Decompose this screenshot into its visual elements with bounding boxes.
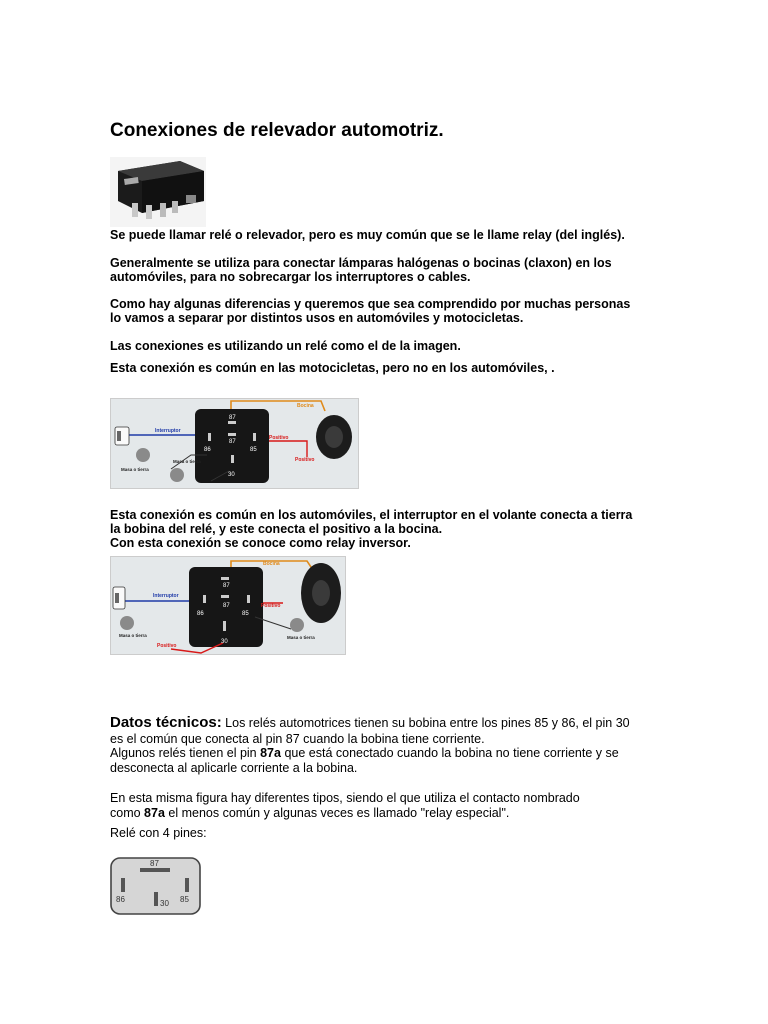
- masa-label-1: Masa o tierra: [119, 633, 147, 638]
- bocina-label: Bocina: [297, 403, 314, 409]
- masa-label-2: Masa o tierra: [173, 459, 201, 464]
- pin-85-label: 85: [250, 447, 257, 453]
- usage-paragraph-line1: Generalmente se utiliza para conectar lámparas halógenas o bocinas (claxon) en los: [110, 256, 612, 270]
- motorcycle-paragraph: Esta conexión es común en las motocicletas, pero no en los automóviles, .: [110, 361, 555, 375]
- page-title: Conexiones de relevador automotriz.: [110, 120, 444, 141]
- datos-text-3c: que está conectado cuando la bobina no tiene corriente y se: [280, 746, 619, 760]
- differences-paragraph-line2: lo vamos a separar por distintos usos en automóviles y motocicletas.: [110, 311, 524, 325]
- datos-text-6a: como: [110, 806, 145, 820]
- interruptor-label: Interruptor: [153, 593, 179, 599]
- positivo-label-1: Positivo: [261, 603, 281, 609]
- datos-text-1: Los relés automotrices tienen su bobina entre los pines 85 y 86, el pin 30: [221, 716, 630, 730]
- datos-line1: [110, 716, 670, 731]
- differences-paragraph-line1: Como hay algunas diferencias y queremos que sea comprendido por muchas personas: [110, 297, 631, 311]
- pin-87-label: 87: [150, 859, 159, 868]
- ground-icon: [136, 448, 150, 462]
- relay-photo: [110, 157, 206, 227]
- datos-line7: Relé con 4 pines:: [110, 826, 207, 840]
- intro-paragraph: Se puede llamar relé o relevador, pero es muy común que se le llame relay (del inglés).: [110, 228, 625, 242]
- car-paragraph-line1: Esta conexión es común en los automóviles, el interruptor en el volante conecta a tierra: [110, 508, 633, 522]
- datos-text-3a: Algunos relés tienen el pin: [110, 746, 261, 760]
- positivo-label-2: Positivo: [157, 643, 177, 649]
- positivo-label-2: Positivo: [295, 457, 315, 463]
- car-paragraph-line3: Con esta conexión se conoce como relay inversor.: [110, 536, 411, 550]
- pin-30-label: 30: [221, 639, 228, 645]
- interruptor-label: Interruptor: [155, 428, 181, 434]
- wiring-diagram-inverse: [110, 556, 346, 655]
- pin-87-mid-label: 87: [223, 603, 230, 609]
- datos-line4: desconecta al aplicarle corriente a la bobina.: [110, 761, 358, 775]
- pin-87a-bold: 87a: [260, 746, 281, 760]
- pin-86-label: 86: [204, 447, 211, 453]
- pin-87-mid-label: 87: [229, 439, 236, 445]
- pin-30-label: 30: [228, 472, 235, 478]
- usage-paragraph-line2: automóviles, para no sobrecargar los interruptores o cables.: [110, 270, 471, 284]
- wiring-diagram-motorcycle: [110, 398, 359, 489]
- datos-line6: [110, 806, 670, 821]
- relay-icon: [110, 157, 206, 227]
- ground-icon: [120, 616, 134, 630]
- pin-30-label: 30: [160, 899, 169, 908]
- pin-87a-bold-2: 87a: [144, 806, 165, 820]
- car-paragraph-line2: la bobina del relé, y este conecta el positivo a la bocina.: [110, 522, 443, 536]
- bocina-label: Bocina: [263, 561, 280, 567]
- masa-label-1: Masa o tierra: [121, 467, 149, 472]
- pin-85-label: 85: [242, 611, 249, 617]
- datos-line5: En esta misma figura hay diferentes tipos, siendo el que utiliza el contacto nombrado: [110, 791, 580, 805]
- ground-icon: [290, 618, 304, 632]
- masa-label-2: Masa o tierra: [287, 635, 315, 640]
- pin-86-label: 86: [197, 611, 204, 617]
- pin-86-label: 86: [116, 895, 125, 904]
- datos-heading: Datos técnicos:: [110, 714, 222, 731]
- ground-icon: [170, 468, 184, 482]
- pin-87-top-label: 87: [229, 415, 236, 421]
- pin-85-label: 85: [180, 895, 189, 904]
- datos-line2: es el común que conecta al pin 87 cuando la bobina tiene corriente.: [110, 732, 485, 746]
- positivo-label-1: Positivo: [269, 435, 289, 441]
- connections-paragraph: Las conexiones es utilizando un relé como el de la imagen.: [110, 339, 461, 353]
- datos-line3: [110, 746, 670, 761]
- pin-87-top-label: 87: [223, 583, 230, 589]
- relay-4-pin-diagram: [110, 856, 202, 916]
- datos-text-6c: el menos común y algunas veces es llamado "relay especial".: [164, 806, 510, 820]
